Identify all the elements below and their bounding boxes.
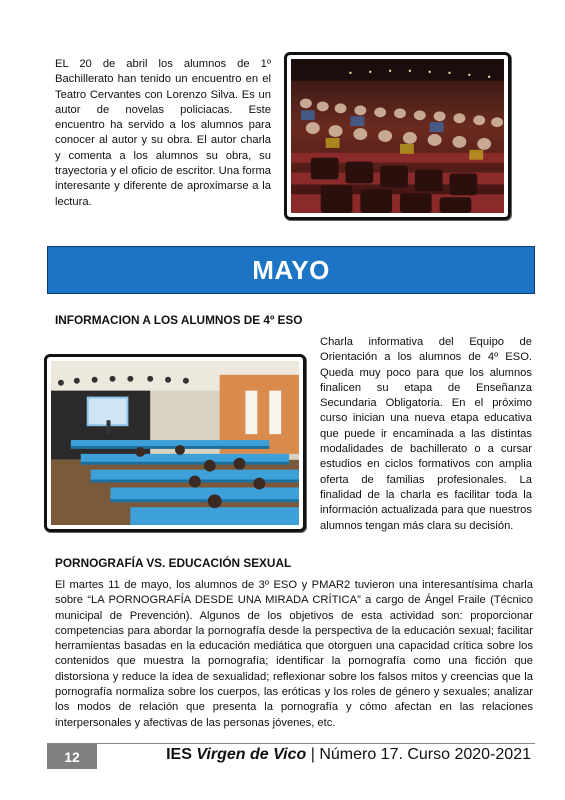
theater-audience-photo bbox=[284, 52, 511, 220]
month-banner-title: MAYO bbox=[252, 254, 330, 285]
section-heading-sex-education: PORNOGRAFÍA VS. EDUCACIÓN SEXUAL bbox=[55, 556, 292, 570]
article-paragraph-theater: EL 20 de abril los alumnos de 1º Bachillerato han tenido un encuentro en el Teatro Cervantes con Lorenzo Silva. Es un autor de novelas policiacas. Este encuentro ha servido a los alumnos para conocer al autor y su obra. El autor charla y comenta a los alumnos su obra, su trayectoria y el oficio de escritor. Una forma interesante y diferente de aproximarse a la lectura. bbox=[55, 58, 271, 208]
page-footer bbox=[47, 743, 535, 769]
publication-info bbox=[166, 746, 531, 764]
section-heading-4eso: INFORMACION A LOS ALUMNOS DE 4º ESO bbox=[55, 313, 303, 327]
article-paragraph-sex-education: El martes 11 de mayo, los alumnos de 3º ESO y PMAR2 tuvieron una interesantísima charla sobre “LA PORNOGRAFÍA DESDE UNA MIRADA CRÍTICA” a cargo de Ángel Fraile (Técnico municipal de Prevención). Algunos de los objetivos de esta actividad son: proporcionar competencias para abordar la pornografía desde la perspectiva de la educación sexual; facilitar herramientas basadas en la educación mediática que otorguen una capacidad crítica sobre los contenidos que muestra la pornografía; identificar la pornografía como una ficción que distorsiona y reduce la idea de sexualidad; reflexionar sobre los falsos mitos y creencias que la pornografía normaliza sobre los cuerpos, las eróticas y los roles de género y sexuales; analizar los modos de relación que presenta la pornografía y cómo afectan en las relaciones interpersonales y afectivas de las personas jóvenes, etc. bbox=[55, 579, 533, 729]
school-name: Virgen de Vico bbox=[196, 746, 307, 763]
page-number: 12 bbox=[47, 744, 97, 769]
auditorium-presentation-photo bbox=[44, 354, 306, 532]
article-paragraph-4eso: Charla informativa del Equipo de Orientación a los alumnos de 4º ESO. Queda muy poco para que los alumnos finalicen su etapa de Enseñanza Secundaria Obligatoria. En el próximo curso inician una nueva etapa educativa que puede ir encaminada a las distintas modalidades de bachillerato o a cursar estudios en ciclos formativos con amplia oferta de familias profesionales. La finalidad de la charla es facilitar toda la información actualizada para que nuestros alumnos tengan más clara su decisión. bbox=[320, 336, 532, 532]
school-prefix: IES bbox=[166, 746, 197, 763]
issue-info: | Número 17. Curso 2020-2021 bbox=[306, 746, 531, 763]
month-banner bbox=[47, 246, 535, 294]
footer-divider bbox=[47, 743, 535, 744]
